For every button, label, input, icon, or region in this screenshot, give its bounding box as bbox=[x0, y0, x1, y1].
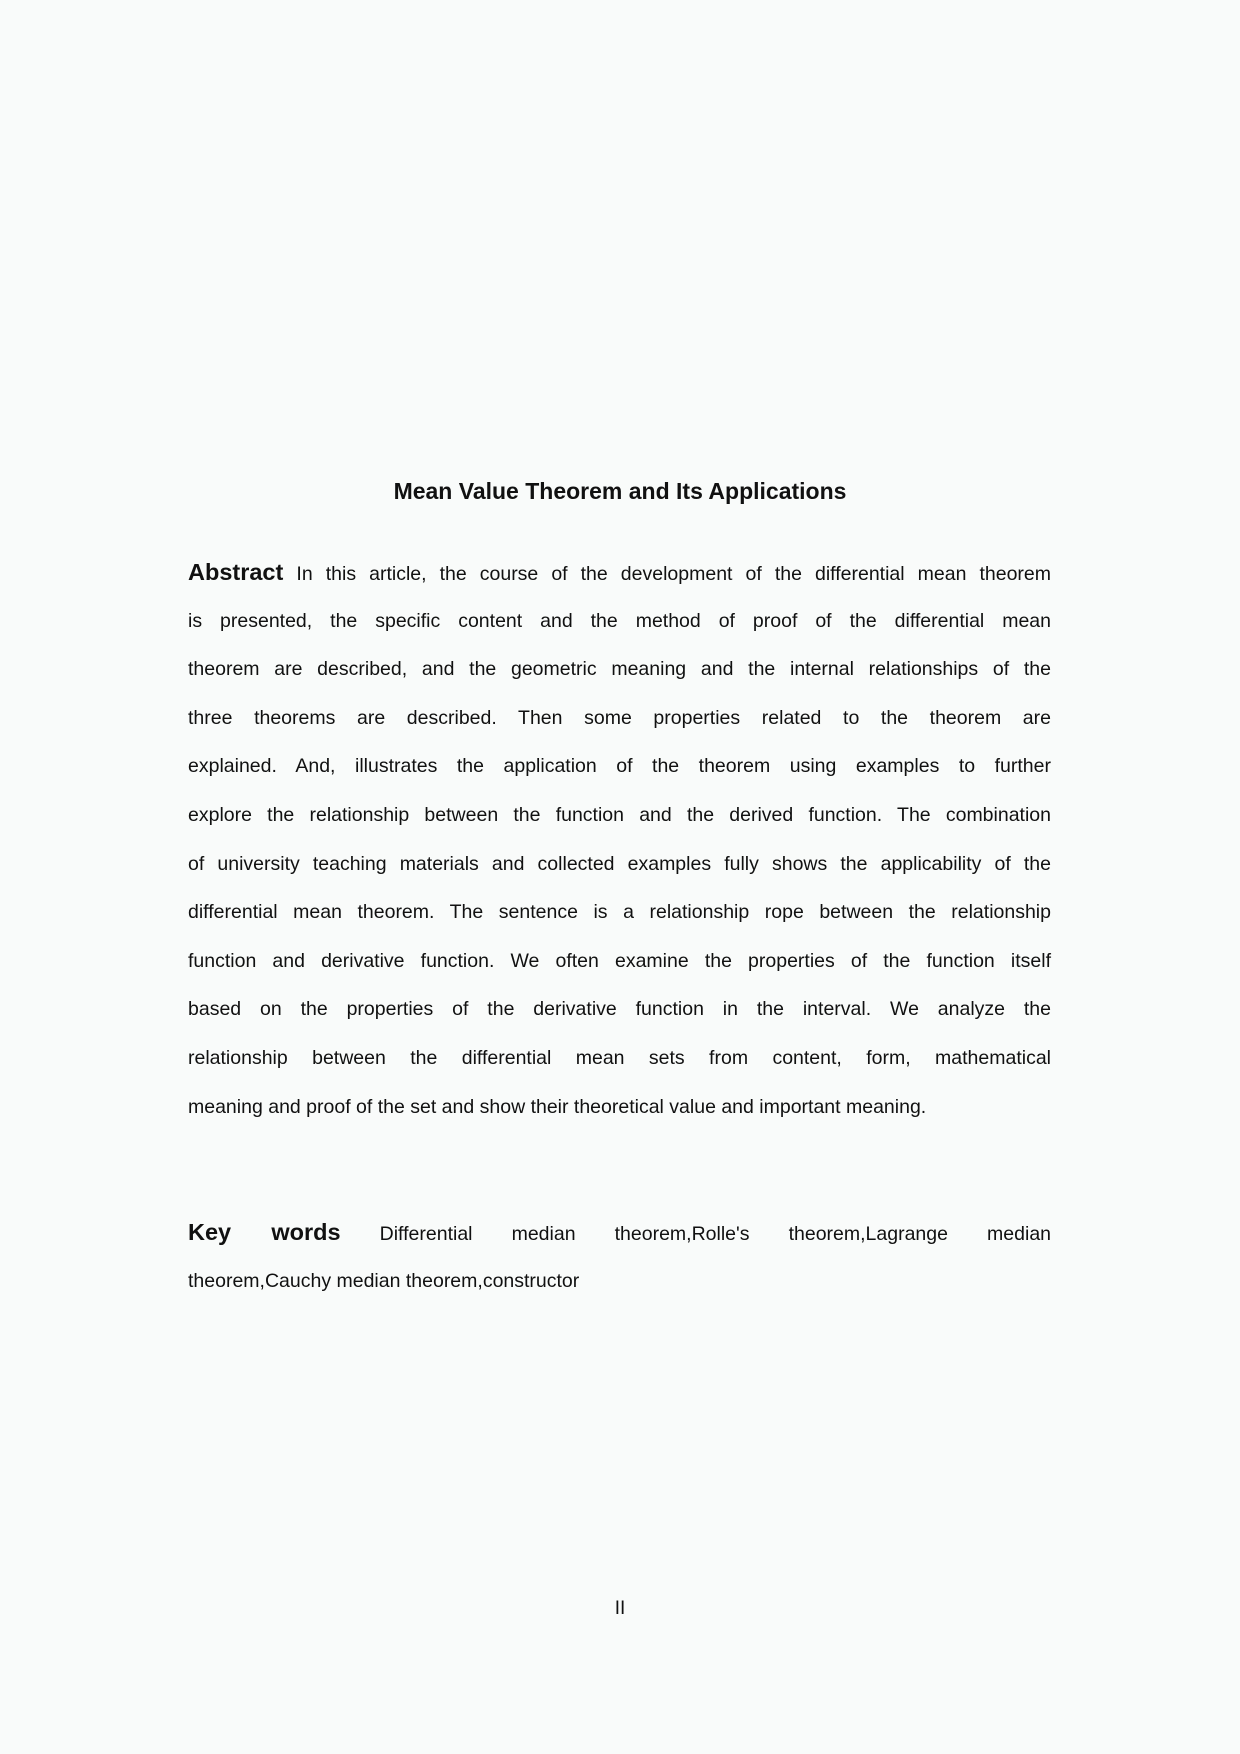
abstract-line: relationship between the differential mean sets from content, form, mathematical bbox=[188, 1046, 1051, 1069]
abstract-section bbox=[188, 548, 1051, 1131]
abstract-line: function and derivative function. We often examine the properties of the function itself bbox=[188, 949, 1051, 972]
abstract-line bbox=[188, 548, 1051, 597]
keywords-label: Key words bbox=[188, 1219, 341, 1245]
abstract-line: explained. And, illustrates the application of the theorem using examples to further bbox=[188, 755, 1051, 778]
abstract-line: meaning and proof of the set and show their theoretical value and important meaning. bbox=[188, 1095, 927, 1118]
abstract-line: explore the relationship between the function and the derived function. The combination bbox=[188, 803, 1051, 826]
abstract-line: theorem are described, and the geometric meaning and the internal relationships of the bbox=[188, 658, 1051, 681]
abstract-line: of university teaching materials and collected examples fully shows the applicability of the bbox=[188, 852, 1051, 875]
abstract-text: In this article, the course of the development of the differential mean theorem bbox=[296, 563, 1051, 585]
abstract-line: differential mean theorem. The sentence is a relationship rope between the relationship bbox=[188, 901, 1051, 924]
abstract-label: Abstract bbox=[188, 559, 284, 585]
keywords-text: Differential median theorem,Rolle's theorem,Lagrange median bbox=[379, 1223, 1052, 1245]
page-title: Mean Value Theorem and Its Applications bbox=[393, 478, 847, 504]
abstract-line: three theorems are described. Then some properties related to the theorem are bbox=[188, 706, 1051, 729]
keywords-line bbox=[188, 1208, 1051, 1257]
keywords-section bbox=[188, 1208, 1051, 1305]
abstract-line: is presented, the specific content and the method of proof of the differential mean bbox=[188, 609, 1051, 632]
keywords-line: theorem,Cauchy median theorem,constructor bbox=[188, 1269, 580, 1292]
abstract-line: based on the properties of the derivative function in the interval. We analyze the bbox=[188, 998, 1051, 1021]
page-number: II bbox=[614, 1598, 626, 1619]
